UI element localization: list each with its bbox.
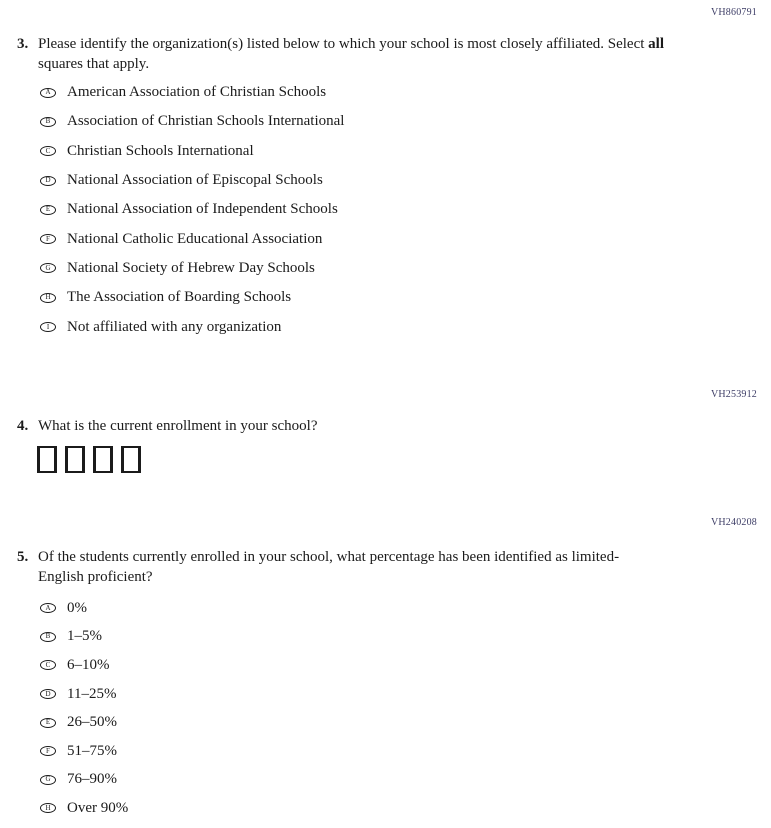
answer-bubble-icon[interactable]: A: [40, 603, 56, 613]
option-row[interactable]: [40, 312, 344, 341]
question-5-options: [40, 594, 128, 823]
option-row[interactable]: [40, 195, 344, 224]
question-5: [17, 548, 638, 587]
option-label: National Catholic Educational Association: [67, 230, 323, 247]
option-label: National Society of Hebrew Day Schools: [67, 259, 315, 276]
question-3: [17, 35, 682, 74]
option-row[interactable]: [40, 680, 128, 709]
question-5-code: VH240208: [710, 517, 757, 528]
question-4-code: VH253912: [710, 389, 757, 400]
answer-bubble-icon[interactable]: C: [40, 660, 56, 670]
option-label: Christian Schools International: [67, 142, 254, 159]
option-label: National Association of Episcopal Schools: [67, 172, 323, 189]
question-4: [17, 417, 318, 437]
option-row[interactable]: [40, 794, 128, 823]
answer-bubble-icon[interactable]: H: [40, 293, 56, 303]
digit-box-input[interactable]: [65, 446, 85, 473]
option-label: 0%: [67, 599, 87, 616]
option-label: Association of Christian Schools International: [67, 113, 345, 130]
option-row[interactable]: [40, 737, 128, 766]
option-row[interactable]: [40, 708, 128, 737]
option-row[interactable]: [40, 166, 344, 195]
option-row[interactable]: [40, 137, 344, 166]
answer-bubble-icon[interactable]: B: [40, 117, 56, 127]
enrollment-digit-boxes: [37, 446, 149, 473]
option-row[interactable]: [40, 224, 344, 253]
answer-bubble-icon[interactable]: D: [40, 176, 56, 186]
digit-box-input[interactable]: [121, 446, 141, 473]
question-4-text: What is the current enrollment in your school?: [38, 418, 318, 434]
option-label: 76–90%: [67, 771, 117, 788]
question-3-code: VH860791: [710, 7, 757, 18]
question-3-text-bold: all: [648, 36, 664, 52]
question-3-text: [38, 35, 682, 74]
answer-bubble-icon[interactable]: B: [40, 632, 56, 642]
answer-bubble-icon[interactable]: G: [40, 775, 56, 785]
answer-bubble-icon[interactable]: C: [40, 146, 56, 156]
option-label: National Association of Independent Schools: [67, 201, 338, 218]
digit-box-input[interactable]: [37, 446, 57, 473]
option-row[interactable]: [40, 651, 128, 680]
option-label: 11–25%: [67, 685, 117, 702]
option-row[interactable]: [40, 78, 344, 107]
question-3-options: [40, 78, 344, 342]
answer-bubble-icon[interactable]: G: [40, 263, 56, 273]
question-5-text: Of the students currently enrolled in your school, what percentage has been identified as limited-English proficient?: [38, 549, 620, 585]
answer-bubble-icon[interactable]: F: [40, 746, 56, 756]
option-label: Not affiliated with any organization: [67, 318, 282, 335]
option-label: 6–10%: [67, 656, 110, 673]
question-3-text-end: squares that apply.: [38, 55, 150, 72]
answer-bubble-icon[interactable]: A: [40, 88, 56, 98]
option-label: American Association of Christian Schools: [67, 84, 327, 101]
option-row[interactable]: [40, 107, 344, 136]
option-label: Over 90%: [67, 799, 129, 816]
option-row[interactable]: [40, 594, 128, 623]
option-label: The Association of Boarding Schools: [67, 289, 292, 306]
option-row[interactable]: [40, 766, 128, 795]
option-label: 51–75%: [67, 742, 117, 759]
answer-bubble-icon[interactable]: H: [40, 803, 56, 813]
digit-box-input[interactable]: [93, 446, 113, 473]
option-label: 26–50%: [67, 714, 117, 731]
answer-bubble-icon[interactable]: E: [40, 205, 56, 215]
option-label: 1–5%: [67, 628, 102, 645]
option-row[interactable]: [40, 623, 128, 652]
question-5-number: 5.: [17, 549, 29, 565]
question-4-number: 4.: [17, 418, 29, 434]
question-3-text-start: Please identify the organization(s) listed below to which your school is most closely affiliated. Select: [38, 36, 649, 52]
question-3-number: 3.: [17, 36, 29, 52]
option-row[interactable]: [40, 283, 344, 312]
answer-bubble-icon[interactable]: D: [40, 689, 56, 699]
answer-bubble-icon[interactable]: I: [40, 322, 56, 332]
option-row[interactable]: [40, 254, 344, 283]
answer-bubble-icon[interactable]: E: [40, 718, 56, 728]
answer-bubble-icon[interactable]: F: [40, 234, 56, 244]
